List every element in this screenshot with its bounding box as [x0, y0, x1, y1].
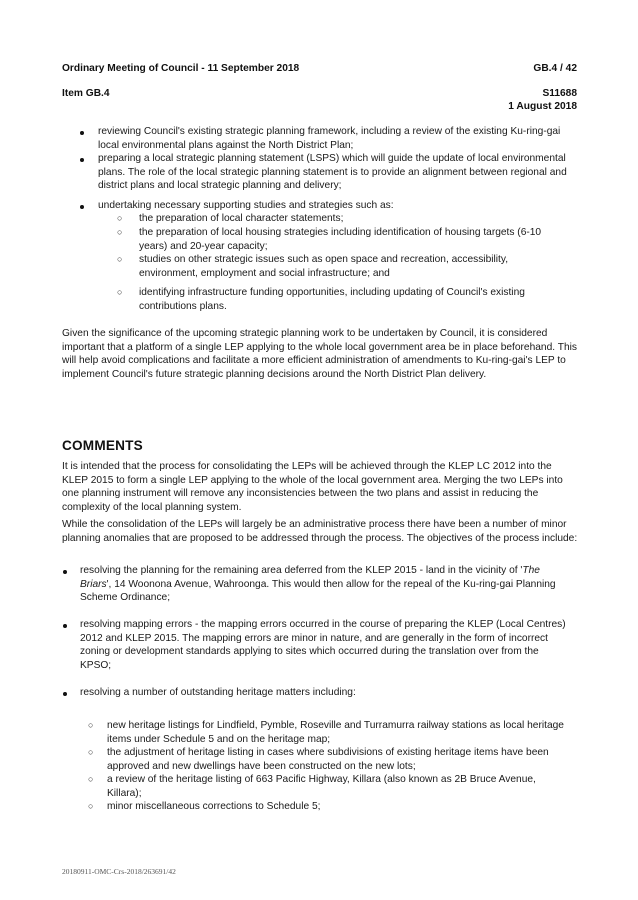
while-paragraph: While the consolidation of the LEPs will largely be an administrative process there have been a number of minor planning anomalies that are proposed to be addressed through the process. The objectives of the process include: [62, 519, 578, 544]
header-row-1 [62, 63, 577, 74]
circle-bullet-icon: ○ [117, 227, 123, 237]
intro-sub-bullet-1: the preparation of local character statements; [139, 213, 344, 224]
intro-sub-bullet-4: identifying infrastructure funding opportunities, including updating of Council's existing contributions plans. [139, 287, 525, 312]
circle-bullet-icon: ○ [88, 801, 94, 811]
intro-bullet-2: preparing a local strategic planning statement (LSPS) which will guide the update of local environmental plans. The role of the local strategic planning statement is to provide an alignment between regional and district plans and local strategic planning and delivery; [98, 153, 567, 192]
intro-bullet-1: reviewing Council's existing strategic planning framework, including a review of the existing Ku-ring-gai local environmental plans against the North District Plan; [98, 126, 561, 151]
circle-bullet-icon: ○ [117, 213, 123, 223]
objective-1-text-b: ', 14 Woonona Avenue, Wahroonga. This would then allow for the repeal of the Ku-ring-gai Planning Scheme Ordinance; [80, 578, 556, 604]
circle-bullet-icon: ○ [88, 774, 94, 784]
item-number: Item GB.4 [62, 88, 110, 99]
intro-bullet-3: undertaking necessary supporting studies and strategies such as: [98, 200, 394, 211]
circle-bullet-icon: ○ [88, 720, 94, 730]
circle-bullet-icon: ○ [88, 747, 94, 757]
bullet-dot [80, 205, 84, 209]
heritage-sub-bullet-3: a review of the heritage listing of 663 Pacific Highway, Killara (also known as 2B Bruce Avenue, Killara); [107, 774, 536, 799]
intro-sub-bullet-2: the preparation of local housing strategies including identification of housing targets (6-10 years) and 20-year capacity; [139, 227, 542, 252]
bullet-dot [63, 570, 67, 574]
bullet-dot [80, 158, 84, 162]
objective-1-text-a: resolving the planning for the remaining area deferred from the KLEP 2015 - land in the vicinity of ' [80, 565, 523, 576]
document-reference-footer: 20180911-OMC-Crs-2018/263691/42 [62, 867, 176, 876]
objective-2: resolving mapping errors - the mapping errors occurred in the course of preparing the KLEP (Local Centres) 2012 and KLEP 2015. The mapping errors are minor in nature, and are generally in the form of incorrect zoning or development standards applying to sites which occurred during the translation over from the KPSO; [80, 619, 566, 671]
circle-bullet-icon: ○ [117, 287, 123, 297]
header-row-2 [62, 88, 577, 99]
page-reference: GB.4 / 42 [533, 63, 577, 74]
intro-sub-bullet-3: studies on other strategic issues such as open space and recreation, accessibility, environment, employment and social infrastructure; and [139, 254, 509, 279]
heritage-sub-bullet-1: new heritage listings for Lindfield, Pymble, Roseville and Turramurra railway stations as local heritage items under Schedule 5 and on the heritage map; [107, 720, 564, 745]
objective-1 [80, 564, 570, 605]
report-date: 1 August 2018 [508, 101, 577, 112]
heritage-sub-bullet-2: the adjustment of heritage listing in cases where subdivisions of existing heritage items have been approved and new dwellings have been constructed on the new lots; [107, 747, 549, 772]
heritage-sub-bullet-4: minor miscellaneous corrections to Schedule 5; [107, 801, 321, 812]
bullet-dot [80, 131, 84, 135]
file-number: S11688 [542, 88, 577, 99]
bullet-dot [63, 692, 67, 696]
objective-1-property-name: The Briars [80, 565, 540, 590]
comments-heading: COMMENTS [62, 438, 143, 453]
circle-bullet-icon: ○ [117, 254, 123, 264]
meeting-title: Ordinary Meeting of Council - 11 September 2018 [62, 63, 300, 74]
intended-paragraph: It is intended that the process for consolidating the LEPs will be achieved through the KLEP LC 2012 into the KLEP 2015 to form a single LEP applying to the whole of the local government area. Merging the two LEPs into one planning instrument will remove any inconsistencies between the two plans and assist in reducing the complexity of the local planning system. [62, 461, 563, 513]
objective-3: resolving a number of outstanding heritage matters including: [80, 687, 356, 698]
bullet-dot [63, 624, 67, 628]
significance-paragraph: Given the significance of the upcoming strategic planning work to be undertaken by Council, it is considered important that a platform of a single LEP applying to the whole local government area be in place beforehand. This will help avoid complications and facilitate a more efficient administration of amendments to Ku-ring-gai's LEP to implement Council's future strategic planning decisions around the North District Plan delivery. [62, 328, 577, 380]
